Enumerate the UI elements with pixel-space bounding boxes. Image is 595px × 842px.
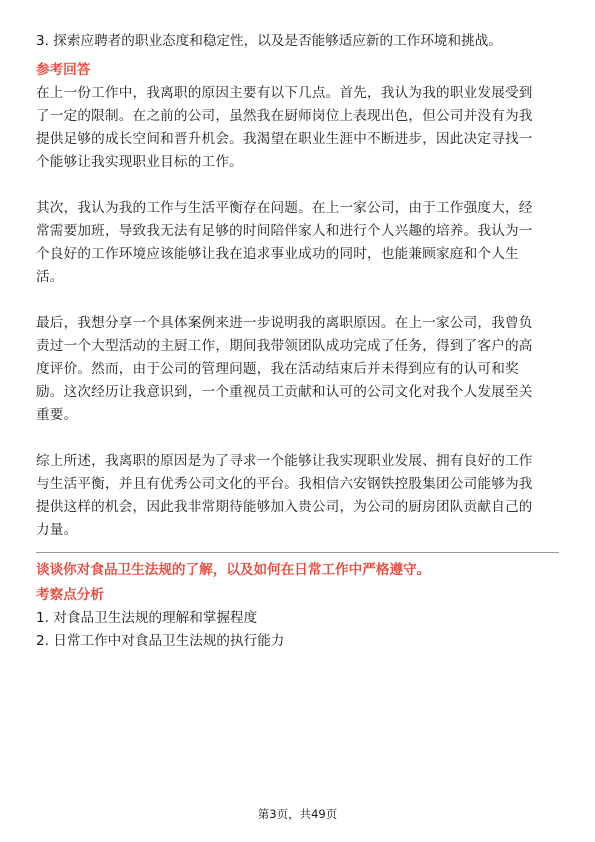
paragraph-line: 重要。 bbox=[36, 407, 78, 423]
analysis-point-2: 2. 日常工作中对食品卫生法规的执行能力 bbox=[36, 633, 285, 649]
paragraph-line: 度评价。然而，由于公司的管理问题，我在活动结束后并未得到应有的认可和奖 bbox=[36, 361, 519, 377]
paragraph-line: 常需要加班，导致我无法有足够的时间陪伴家人和进行个人兴趣的培养。我认为一 bbox=[36, 223, 533, 239]
paragraph-line: 个能够让我实现职业目标的工作。 bbox=[36, 154, 243, 170]
paragraph-line: 与生活平衡，并且有优秀公司文化的平台。我相信六安钢铁控股集团公司能够为我 bbox=[36, 476, 533, 492]
paragraph-line: 了一定的限制。在之前的公司，虽然我在厨师岗位上表现出色，但公司并没有为我 bbox=[36, 108, 533, 124]
paragraph-line: 活。 bbox=[36, 269, 64, 285]
paragraph-line: 其次，我认为我的工作与生活平衡存在问题。在上一家公司，由于工作强度大，经 bbox=[36, 200, 533, 216]
answer-paragraph-2 bbox=[36, 197, 559, 289]
answer-paragraph-4 bbox=[36, 450, 559, 542]
analysis-point-1: 1. 对食品卫生法规的理解和掌握程度 bbox=[36, 610, 258, 626]
paragraph-line: 提供这样的机会，因此我非常期待能够加入贵公司，为公司的厨房团队贡献自己的 bbox=[36, 499, 533, 515]
next-question-heading: 谈谈你对食品卫生法规的了解，以及如何在日常工作中严格遵守。 bbox=[36, 562, 431, 578]
answer-label: 参考回答 bbox=[36, 62, 91, 78]
page-footer: 第3页，共49页 bbox=[257, 807, 338, 821]
paragraph-line: 提供足够的成长空间和晋升机会。我渴望在职业生涯中不断进步，因此决定寻找一 bbox=[36, 131, 533, 147]
paragraph-line: 个良好的工作环境应该能够让我在追求事业成功的同时，也能兼顾家庭和个人生 bbox=[36, 246, 519, 262]
paragraph-line: 励。这次经历让我意识到，一个重视员工贡献和认可的公司文化对我个人发展至关 bbox=[36, 384, 533, 400]
paragraph-line: 在上一份工作中，我离职的原因主要有以下几点。首先，我认为我的职业发展受到 bbox=[36, 85, 533, 101]
answer-paragraph-3 bbox=[36, 312, 559, 427]
answer-paragraph-1 bbox=[36, 82, 559, 174]
paragraph-line: 综上所述，我离职的原因是为了寻求一个能够让我实现职业发展、拥有良好的工作 bbox=[36, 453, 533, 469]
section-divider bbox=[36, 552, 559, 553]
document-page bbox=[36, 30, 559, 653]
analysis-label: 考察点分析 bbox=[36, 587, 104, 603]
paragraph-line: 力量。 bbox=[36, 522, 78, 538]
paragraph-line: 最后，我想分享一个具体案例来进一步说明我的离职原因。在上一家公司，我曾负 bbox=[36, 315, 533, 331]
previous-analysis-point: 3. 探索应聘者的职业态度和稳定性，以及是否能够适应新的工作环境和挑战。 bbox=[36, 33, 502, 49]
paragraph-line: 责过一个大型活动的主厨工作，期间我带领团队成功完成了任务，得到了客户的高 bbox=[36, 338, 533, 354]
